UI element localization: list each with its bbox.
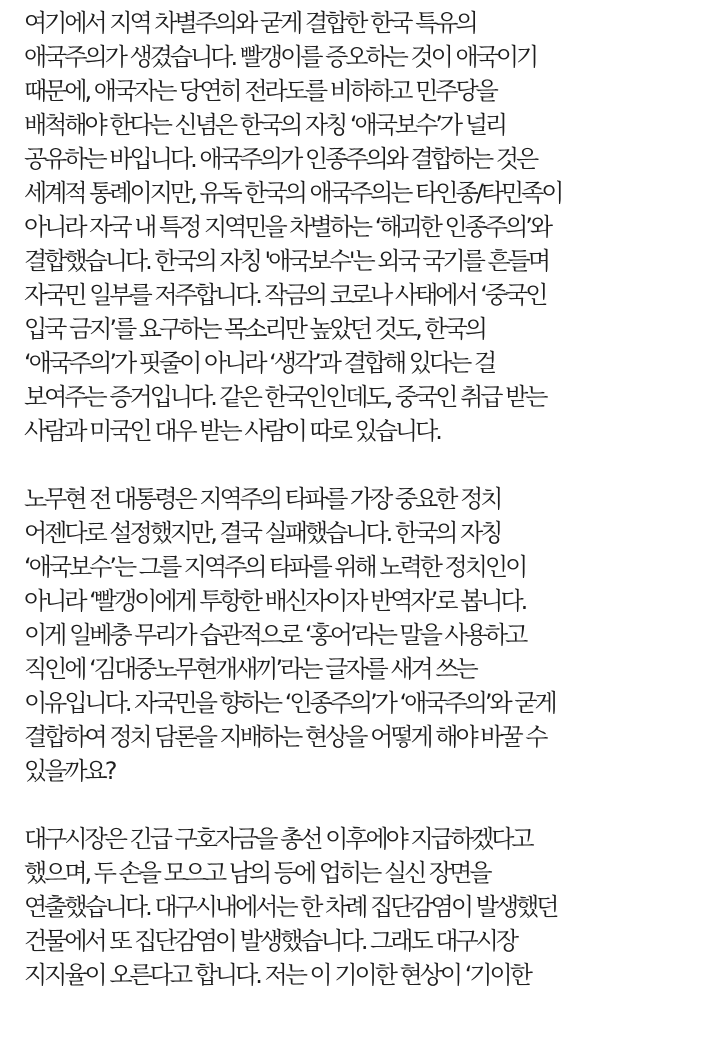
text-line: 보여주는 증거입니다. 같은 한국인인데도, 중국인 취급 받는: [24, 383, 546, 411]
text-line: 어젠다로 설정했지만, 결국 실패했습니다. 한국의 자칭: [24, 519, 501, 547]
paragraph-3: [24, 822, 720, 992]
text-line: 사람과 미국인 대우 받는 사람이 따로 있습니다.: [24, 417, 440, 445]
paragraph-1: [24, 6, 720, 448]
text-line: 여기에서 지역 차별주의와 굳게 결합한 한국 특유의: [24, 9, 476, 37]
text-line: 직인에 ‘김대중노무현개새끼’라는 글자를 새겨 쓰는: [24, 655, 476, 683]
text-line: 지지율이 오른다고 합니다. 저는 이 기이한 현상이 ‘기이한: [24, 961, 530, 989]
paragraph-2: [24, 482, 720, 788]
text-line: 입국 금지’를 요구하는 목소리만 높았던 것도, 한국의: [24, 315, 485, 343]
text-line: 이유입니다. 자국민을 향하는 ‘인종주의’가 ‘애국주의’와 굳게: [24, 689, 555, 717]
text-line: ‘애국주의’가 핏줄이 아니라 ‘생각’과 결합해 있다는 걸: [24, 349, 495, 377]
text-line: 아니라 ‘빨갱이에게 투항한 배신자이자 반역자’로 봅니다.: [24, 587, 526, 615]
text-line: 세계적 통례이지만, 유독 한국의 애국주의는 타인종/타민족이: [24, 179, 562, 207]
text-line: 결합하여 정치 담론을 지배하는 현상을 어떻게 해야 바꿀 수: [24, 723, 546, 751]
text-line: ‘애국보수’는 그를 지역주의 타파를 위해 노력한 정치인이: [24, 553, 526, 581]
text-line: 노무현 전 대통령은 지역주의 타파를 가장 중요한 정치: [24, 485, 501, 513]
text-line: 했으며, 두 손을 모으고 남의 등에 업히는 실신 장면을: [24, 859, 490, 887]
text-line: 결합했습니다. 한국의 자칭 '애국보수'는 외국 국기를 흔들며: [24, 247, 549, 275]
text-line: 공유하는 바입니다. 애국주의가 인종주의와 결합하는 것은: [24, 145, 537, 173]
text-line: 건물에서 또 집단감염이 발생했습니다. 그래도 대구시장: [24, 927, 517, 955]
text-line: 배척해야 한다는 신념은 한국의 자칭 ‘애국보수’가 널리: [24, 111, 506, 139]
text-line: 대구시장은 긴급 구호자금을 총선 이후에야 지급하겠다고: [24, 825, 532, 853]
text-line: 이게 일베충 무리가 습관적으로 ‘홍어’라는 말을 사용하고: [24, 621, 526, 649]
text-line: 때문에, 애국자는 당연히 전라도를 비하하고 민주당을: [24, 77, 496, 105]
text-line: 애국주의가 생겼습니다. 빨갱이를 증오하는 것이 애국이기: [24, 43, 537, 71]
text-line: 연출했습니다. 대구시내에서는 한 차례 집단감염이 발생했던: [24, 893, 557, 921]
text-line: 있을까요?: [24, 757, 115, 785]
text-line: 아니라 자국 내 특정 지역민을 차별하는 ‘해괴한 인종주의’와: [24, 213, 551, 241]
text-line: 자국민 일부를 저주합니다. 작금의 코로나 사태에서 ‘중국인: [24, 281, 546, 309]
